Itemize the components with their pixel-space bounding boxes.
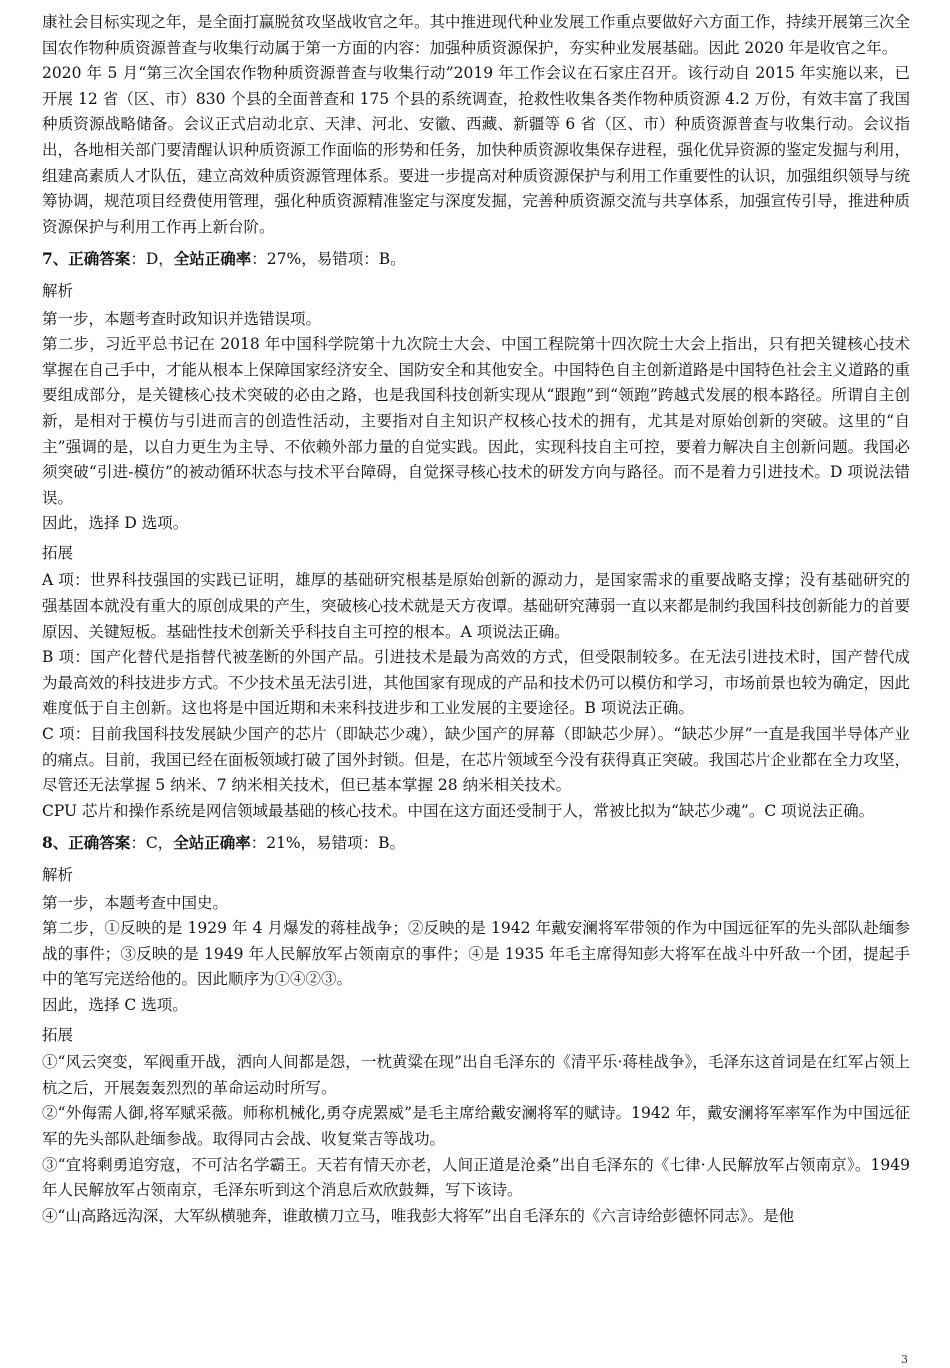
q8-answer-label: 正确答案: [68, 833, 131, 853]
q7-analysis-paragraph: 第二步，习近平总书记在 2018 年中国科学院第十九次院士大会、中国工程院第十四次院士大会上指出，只有把关键核心技术掌握在自己手中，才能从根本上保障国家经济安全、国防安全和其他安全。中国特色自主创新道路是中国特色社会主义道路的重要组成部分，是关键核心技术突破的必由之路，也是我国科技创新实现从“跟跑”到“领跑”跨越式发展的根本路径。所谓自主创新，是相对于模仿与引进而言的创造性活动，主要指对自主知识产权核心技术的拥有，尤其是对原始创新的突破。这里的“自主”强调的是，以自力更生为主导、不依赖外部力量的自觉实践。因此，实现科技自主可控，要着力解决自主创新问题。我国必须突破“引进-模仿”的被动循环状态与技术平台障碍，自觉探寻核心技术的研发方向与路径。而不是着力引进技术。D 项说法错误。: [42, 335, 911, 507]
q7-extension-paragraph: B 项：国产化替代是指替代被垄断的外国产品。引进技术是最为高效的方式，但受限制较多。在无法引进技术时，国产替代成为最高效的科技进步方式。不少技术虽无法引进，其他国家有现成的产品和技术仍可以模仿和学习，市场前景也较为确定，因此难度低于自主创新。这也将是中国近期和未来科技进步和工业发展的主要途径。B 项说法正确。: [42, 648, 911, 718]
intro-paragraph: 2020 年 5 月“第三次全国农作物种质资源普查与收集行动”2019 年工作会议在石家庄召开。该行动自 2015 年实施以来，已开展 12 省（区、市）830 个县的全面普查和 175 个县的系统调查，抢救性收集各类作物种质资源 4.2 万份，有效丰富了我国种质资源战略储备。会议正式启动北京、天津、河北、安徽、西藏、新疆等 6 省（区、市）种质资源普查与收集行动。会议指出，各地相关部门要清醒认识种质资源工作面临的形势和任务，加快种质资源收集保存进程，强化优异资源的鉴定发掘与利用，组建高素质人才队伍，建立高效种质资源管理体系。要进一步提高对种质资源保护与利用工作重要性的认识，加强组织领导与统筹协调，规范项目经费使用管理，强化种质资源精准鉴定与深度发掘，完善种质资源交流与共享体系，加强宣传引导，推进种质资源保护与利用工作再上新台阶。: [42, 64, 911, 236]
q7-extension-paragraph: C 项：目前我国科技发展缺少国产的芯片（即缺芯少魂），缺少国产的屏幕（即缺芯少屏）。“缺芯少屏”一直是我国半导体产业的痛点。目前，我国已经在面板领域打破了国外封锁。但是，在芯片领域至今没有获得真正突破。我国芯片企业都在全力攻坚，尽管还无法掌握 5 纳米、7 纳米相关技术，但已基本掌握 28 纳米相关技术。: [42, 725, 911, 795]
document-page: [42, 10, 910, 1229]
q7-extension-paragraph: A 项：世界科技强国的实践已证明，雄厚的基础研究根基是原始创新的源动力，是国家需求的重要战略支撑；没有基础研究的强基固本就没有重大的原创成果的产生，突破核心技术就是天方夜谭。基础研究薄弱一直以来都是制约我国科技创新能力的首要原因、关键短板。基础性技术创新关乎科技自主可控的根本。A 项说法正确。: [42, 571, 911, 641]
q7-extension-paragraph: CPU 芯片和操作系统是网信领域最基础的核心技术。中国在这方面还受制于人，常被比拟为“缺芯少魂”。C 项说法正确。: [42, 801, 875, 820]
intro-paragraph: 康社会目标实现之年，是全面打赢脱贫攻坚战收官之年。其中推进现代种业发展工作重点要做好六方面工作，持续开展第三次全国农作物种质资源普查与收集行动属于第一方面的内容：加强种质资源保护，夯实种业发展基础。因此 2020 年是收官之年。: [42, 13, 911, 57]
q7-analysis-paragraph: 第一步，本题考查时政知识并选错误项。: [42, 309, 322, 328]
page-number: 3: [901, 1353, 908, 1366]
q8-analysis-paragraph: 因此，选择 C 选项。: [42, 995, 188, 1014]
q8-extension-paragraph: ③“宜将剩勇追穷寇，不可沽名学霸王。天若有情天亦老，人间正道是沧桑”出自毛泽东的《七律·人民解放军占领南京》。1949 年人民解放军占领南京，毛泽东听到这个消息后欢欣鼓舞，写下该诗。: [42, 1155, 910, 1200]
q7-answer-value: ：D，: [130, 250, 174, 269]
q8-answer-line: [42, 830, 910, 857]
q8-extension-paragraph: ②“外侮需人御,将军赋采薇。师称机械化,勇夺虎罴威”是毛主席给戴安澜将军的赋诗。1942 年，戴安澜将军率军作为中国远征军的先头部队赴缅参战。取得同古会战、收复棠吉等战功。: [42, 1104, 910, 1148]
q8-analysis-paragraph: 第一步，本题考查中国史。: [42, 893, 229, 912]
q8-analysis-heading: 解析: [42, 866, 74, 884]
q7-analysis-heading: 解析: [42, 281, 74, 300]
q8-rate-value: ：21%，易错项：B。: [250, 834, 406, 853]
q8-extension-paragraph: ①“风云突变，军阀重开战，洒向人间都是怨，一枕黄粱在现”出自毛泽东的《清平乐·蒋桂战争》，毛泽东这首词是在红军占领上杭之后，开展轰轰烈烈的革命运动时所写。: [42, 1053, 910, 1097]
q7-extension-heading: 拓展: [42, 543, 74, 562]
q8-answer-value: ：C，: [130, 834, 174, 853]
q7-answer-label: 正确答案: [68, 249, 131, 269]
q7-rate-value: ：27%，易错项：B。: [251, 250, 406, 269]
q7-rate-label: 全站正确率: [173, 249, 252, 269]
q7-analysis-paragraph: 因此，选择 D 选项。: [42, 514, 189, 533]
q8-analysis-paragraph: 第二步，①反映的是 1929 年 4 月爆发的蒋桂战争；②反映的是 1942 年戴安澜将军带领的作为中国远征军的先头部队赴缅参战的事件；③反映的是 1949 年人民解放军占领南京的事件；④是 1935 年毛主席得知彭大将军在战斗中歼敌一个团，提起手中的笔写完送给他的。因此顺序为①④②③。: [42, 919, 910, 989]
q7-answer-line: [42, 246, 910, 273]
q8-extension-paragraph: ④“山高路远沟深，大军纵横驰奔，谁敢横刀立马，唯我彭大将军”出自毛泽东的《六言诗给彭德怀同志》。是他: [42, 1206, 795, 1225]
q8-extension-heading: 拓展: [42, 1025, 74, 1044]
q8-number: 8、: [42, 833, 69, 853]
q8-rate-label: 全站正确率: [173, 833, 251, 853]
q7-number: 7、: [42, 249, 69, 269]
